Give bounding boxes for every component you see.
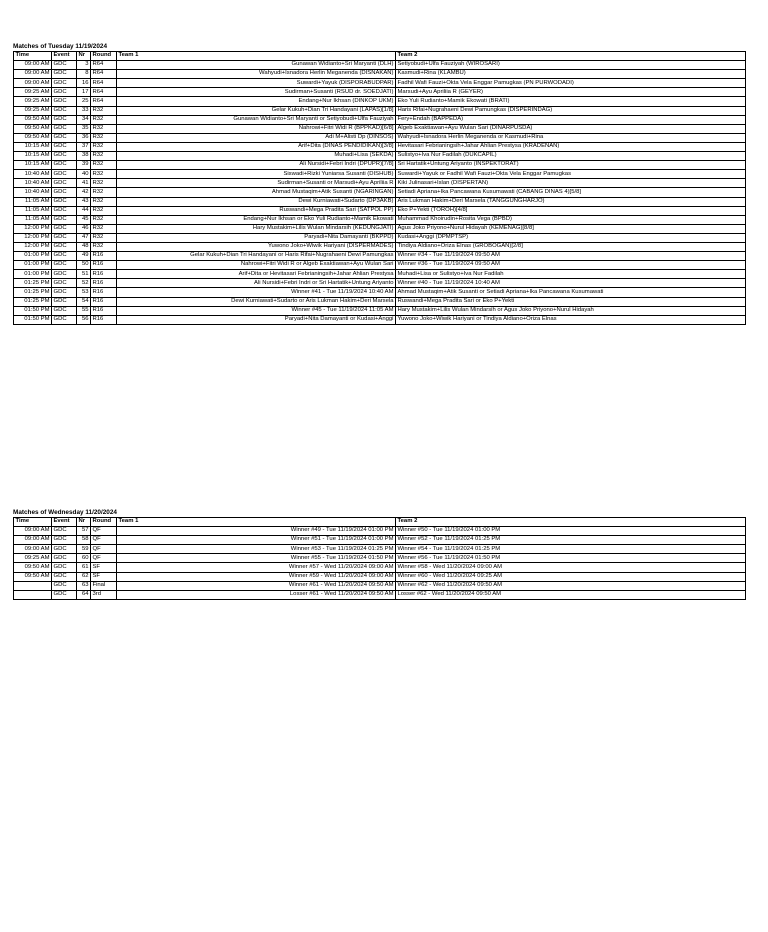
cell-team2: Fadhil Wafi Fauzi+Okta Vela Enggar Pamugkas (PN PURWODADI) bbox=[396, 79, 746, 88]
table-body bbox=[14, 61, 746, 325]
cell-time: 09:25 AM bbox=[14, 97, 52, 106]
table-row bbox=[14, 197, 746, 206]
cell-time: 01:25 PM bbox=[14, 279, 52, 288]
wednesday-section bbox=[13, 508, 748, 600]
cell-nr: 64 bbox=[77, 590, 91, 599]
cell-time: 01:00 PM bbox=[14, 252, 52, 261]
cell-round: R32 bbox=[91, 170, 117, 179]
cell-event: GDC bbox=[52, 115, 77, 124]
cell-round: R32 bbox=[91, 188, 117, 197]
cell-nr: 16 bbox=[77, 79, 91, 88]
cell-round: R16 bbox=[91, 252, 117, 261]
cell-event: GDC bbox=[52, 270, 77, 279]
cell-event: GDC bbox=[52, 224, 77, 233]
cell-nr: 33 bbox=[77, 106, 91, 115]
cell-team2: Hevitasari Febrianingsih+Jahar Ahlian Prestysa (KRADENAN) bbox=[396, 142, 746, 151]
table-row bbox=[14, 188, 746, 197]
cell-round: R64 bbox=[91, 70, 117, 79]
cell-team1: Yuwono Joko+Wiwik Hariyani (DISPERMADES) bbox=[117, 242, 396, 251]
cell-nr: 43 bbox=[77, 197, 91, 206]
cell-time: 09:00 AM bbox=[14, 70, 52, 79]
cell-team1: Winner #53 - Tue 11/19/2024 01:25 PM bbox=[117, 545, 396, 554]
matches-table-wednesday bbox=[13, 517, 746, 600]
cell-round: R32 bbox=[91, 215, 117, 224]
cell-nr: 25 bbox=[77, 97, 91, 106]
cell-team2: Aris Lukman Hakim+Deri Marsela (TANGGUNGHARJO) bbox=[396, 197, 746, 206]
cell-team2: Agus Joko Priyono+Nurul Hidayah (KEMENAG)[8/8] bbox=[396, 224, 746, 233]
cell-nr: 56 bbox=[77, 315, 91, 324]
cell-nr: 42 bbox=[77, 188, 91, 197]
header-event: Event bbox=[52, 52, 77, 61]
cell-event: GDC bbox=[52, 536, 77, 545]
cell-round: R32 bbox=[91, 142, 117, 151]
cell-round: R32 bbox=[91, 206, 117, 215]
section-title: Matches of Tuesday 11/19/2024 bbox=[13, 43, 108, 50]
cell-round: QF bbox=[91, 545, 117, 554]
header-team1: Team 1 bbox=[117, 518, 396, 527]
table-row bbox=[14, 527, 746, 536]
cell-time: 01:00 PM bbox=[14, 261, 52, 270]
cell-time: 09:50 AM bbox=[14, 572, 52, 581]
cell-round: R16 bbox=[91, 288, 117, 297]
cell-time bbox=[14, 590, 52, 599]
cell-round: R32 bbox=[91, 233, 117, 242]
cell-time: 10:15 AM bbox=[14, 161, 52, 170]
header-row bbox=[14, 52, 746, 61]
table-row bbox=[14, 288, 746, 297]
cell-time: 09:00 AM bbox=[14, 536, 52, 545]
cell-time: 01:00 PM bbox=[14, 270, 52, 279]
cell-nr: 52 bbox=[77, 279, 91, 288]
cell-team2: Haris Rifai+Nugrahaeni Dewi Pamungkas (DISPERINDAG) bbox=[396, 106, 746, 115]
cell-time: 09:50 AM bbox=[14, 124, 52, 133]
cell-round: R32 bbox=[91, 224, 117, 233]
cell-team1: Arif+Dita or Hevitasari Febrianingsih+Jahar Ahlian Prestysa bbox=[117, 270, 396, 279]
cell-event: GDC bbox=[52, 97, 77, 106]
cell-nr: 51 bbox=[77, 270, 91, 279]
header-time: Time bbox=[14, 518, 52, 527]
header-row bbox=[14, 518, 746, 527]
cell-team1: Winner #59 - Wed 11/20/2024 09:00 AM bbox=[117, 572, 396, 581]
cell-team1: Winner #41 - Tue 11/19/2024 10:40 AM bbox=[117, 288, 396, 297]
cell-round: R32 bbox=[91, 106, 117, 115]
cell-team1: Winner #55 - Tue 11/19/2024 01:50 PM bbox=[117, 554, 396, 563]
cell-round: R64 bbox=[91, 88, 117, 97]
cell-time: 09:50 AM bbox=[14, 115, 52, 124]
cell-round: R64 bbox=[91, 79, 117, 88]
cell-event: GDC bbox=[52, 297, 77, 306]
cell-nr: 55 bbox=[77, 306, 91, 315]
cell-event: GDC bbox=[52, 106, 77, 115]
cell-event: GDC bbox=[52, 61, 77, 70]
cell-event: GDC bbox=[52, 252, 77, 261]
tuesday-section bbox=[13, 42, 748, 325]
cell-team1: Hary Mustakim+Lilis Wulan Mindarsih (KEDUNGJATI) bbox=[117, 224, 396, 233]
cell-team1: Gunawan Widianto+Sri Maryanti (DLH) bbox=[117, 61, 396, 70]
cell-team2: Setiyobudi+Ulfa Fauziyah (WIROSARI) bbox=[396, 61, 746, 70]
cell-team2: Muhammad Khoirudin+Rosita Vega (BPBD) bbox=[396, 215, 746, 224]
table-row bbox=[14, 297, 746, 306]
cell-team2: Hary Mustakim+Lilis Wulan Mindarsih or Agus Joko Priyono+Nurul Hidayah bbox=[396, 306, 746, 315]
cell-event: GDC bbox=[52, 188, 77, 197]
cell-event: GDC bbox=[52, 527, 77, 536]
cell-team1: Dewi Kurniawati+Sudarto or Aris Lukman Hakim+Deri Marsela bbox=[117, 297, 396, 306]
table-row bbox=[14, 279, 746, 288]
cell-time: 11:05 AM bbox=[14, 206, 52, 215]
cell-event: GDC bbox=[52, 215, 77, 224]
cell-nr: 60 bbox=[77, 554, 91, 563]
section-title: Matches of Wednesday 11/20/2024 bbox=[13, 509, 117, 516]
cell-nr: 57 bbox=[77, 527, 91, 536]
cell-time: 12:00 PM bbox=[14, 233, 52, 242]
cell-team2: Winner #54 - Tue 11/19/2024 01:25 PM bbox=[396, 545, 746, 554]
cell-team2: Suwardi+Yayuk or Fadhil Wafi Fauzi+Okta Vela Enggar Pamugkas bbox=[396, 170, 746, 179]
cell-event: GDC bbox=[52, 288, 77, 297]
table-row bbox=[14, 61, 746, 70]
cell-round: R16 bbox=[91, 306, 117, 315]
cell-nr: 41 bbox=[77, 179, 91, 188]
cell-nr: 36 bbox=[77, 133, 91, 142]
cell-time: 10:40 AM bbox=[14, 188, 52, 197]
table-row bbox=[14, 152, 746, 161]
cell-team2: Eko P+Yekti (TOROH)[4/8] bbox=[396, 206, 746, 215]
table-row bbox=[14, 215, 746, 224]
cell-team1: Ali Nursidi+Febri Indri or Sri Hartatik+Untung Ariyanto bbox=[117, 279, 396, 288]
cell-team1: Winner #51 - Tue 11/19/2024 01:00 PM bbox=[117, 536, 396, 545]
cell-time: 09:50 AM bbox=[14, 563, 52, 572]
cell-team1: Paryadi+Nita Damayanti (BKPPD) bbox=[117, 233, 396, 242]
cell-team2: Kiki Julinasari+Islan (DISPERTAN) bbox=[396, 179, 746, 188]
cell-round: R32 bbox=[91, 161, 117, 170]
cell-team1: Winner #61 - Wed 11/20/2024 09:50 AM bbox=[117, 581, 396, 590]
cell-round: R32 bbox=[91, 115, 117, 124]
cell-team2: Sulistyo+Iva Nur Fadilah (DUKCAPIL) bbox=[396, 152, 746, 161]
cell-time: 12:00 PM bbox=[14, 224, 52, 233]
cell-event: GDC bbox=[52, 306, 77, 315]
cell-team1: Paryadi+Nita Damayanti or Kudasi+Anggi bbox=[117, 315, 396, 324]
cell-round: R64 bbox=[91, 61, 117, 70]
cell-team2: Ahmad Mustaqim+Atik Susanti or Setiadi Apriana+Ika Pancawana Kusumawati bbox=[396, 288, 746, 297]
cell-team1: Winner #57 - Wed 11/20/2024 09:00 AM bbox=[117, 563, 396, 572]
cell-team2: Marsudi+Ayu Apriliia R (GEYER) bbox=[396, 88, 746, 97]
table-row bbox=[14, 536, 746, 545]
table-row bbox=[14, 161, 746, 170]
cell-team2: Winner #50 - Tue 11/19/2024 01:00 PM bbox=[396, 527, 746, 536]
cell-event: GDC bbox=[52, 170, 77, 179]
cell-time: 01:50 PM bbox=[14, 306, 52, 315]
table-row bbox=[14, 224, 746, 233]
cell-nr: 8 bbox=[77, 70, 91, 79]
header-nr: Nr bbox=[77, 52, 91, 61]
cell-event: GDC bbox=[52, 233, 77, 242]
cell-round: R32 bbox=[91, 179, 117, 188]
table-row bbox=[14, 572, 746, 581]
cell-team2: Winner #40 - Tue 11/19/2024 10:40 AM bbox=[396, 279, 746, 288]
cell-round: R16 bbox=[91, 297, 117, 306]
cell-round: R16 bbox=[91, 261, 117, 270]
header-round: Round bbox=[91, 518, 117, 527]
cell-team1: Endang+Nur Ikhsan or Eko Yuli Rudianto+Mamik Ekowati bbox=[117, 215, 396, 224]
table-row bbox=[14, 563, 746, 572]
table-row bbox=[14, 315, 746, 324]
cell-time: 01:50 PM bbox=[14, 315, 52, 324]
cell-event: GDC bbox=[52, 142, 77, 151]
table-row bbox=[14, 306, 746, 315]
table-row bbox=[14, 270, 746, 279]
cell-time bbox=[14, 581, 52, 590]
cell-team2: Kasmudi+Rina (KLAMBU) bbox=[396, 70, 746, 79]
table-row bbox=[14, 554, 746, 563]
cell-team2: Fery+Endah (BAPPEDA) bbox=[396, 115, 746, 124]
cell-team2: Losser #62 - Wed 11/20/2024 09:50 AM bbox=[396, 590, 746, 599]
cell-team1: Winner #49 - Tue 11/19/2024 01:00 PM bbox=[117, 527, 396, 536]
cell-round: R32 bbox=[91, 197, 117, 206]
matches-table-tuesday bbox=[13, 51, 746, 325]
cell-time: 09:00 AM bbox=[14, 79, 52, 88]
cell-round: R16 bbox=[91, 315, 117, 324]
table-row bbox=[14, 106, 746, 115]
cell-round: SF bbox=[91, 563, 117, 572]
table-row bbox=[14, 88, 746, 97]
cell-team1: Wahyudi+Isnadora Herlin Meganenda (DISNAKAN) bbox=[117, 70, 396, 79]
cell-round: SF bbox=[91, 572, 117, 581]
cell-team2: Muhadi+Lisa or Sulistyo+Iva Nur Fadilah bbox=[396, 270, 746, 279]
header-round: Round bbox=[91, 52, 117, 61]
cell-nr: 46 bbox=[77, 224, 91, 233]
cell-nr: 50 bbox=[77, 261, 91, 270]
cell-time: 09:00 AM bbox=[14, 527, 52, 536]
cell-time: 11:05 AM bbox=[14, 215, 52, 224]
cell-round: R32 bbox=[91, 133, 117, 142]
cell-event: GDC bbox=[52, 79, 77, 88]
cell-team1: Losser #61 - Wed 11/20/2024 09:50 AM bbox=[117, 590, 396, 599]
cell-round: R32 bbox=[91, 242, 117, 251]
cell-team1: Gelar Kukuh+Dian Tri Handayani or Haris Rifai+Nugrahaeni Dewi Pamungkas bbox=[117, 252, 396, 261]
table-row bbox=[14, 233, 746, 242]
cell-team2: Wahyudi+Isnadora Herlin Meganenda or Kasmudi+Rina bbox=[396, 133, 746, 142]
table-row bbox=[14, 179, 746, 188]
cell-nr: 62 bbox=[77, 572, 91, 581]
cell-team2: Yuwono Joko+Wiwik Hariyani or Tindiya Aldiano+Oriza Elnas bbox=[396, 315, 746, 324]
cell-nr: 37 bbox=[77, 142, 91, 151]
cell-time: 11:05 AM bbox=[14, 197, 52, 206]
cell-time: 01:25 PM bbox=[14, 288, 52, 297]
cell-team1: Ahmad Mustaqim+Atik Susanti (NGARINGAN) bbox=[117, 188, 396, 197]
cell-nr: 53 bbox=[77, 288, 91, 297]
cell-time: 09:00 AM bbox=[14, 545, 52, 554]
cell-round: R32 bbox=[91, 124, 117, 133]
cell-team2: Winner #56 - Tue 11/19/2024 01:50 PM bbox=[396, 554, 746, 563]
cell-team1: Endang+Nur Ikhsan (DINKOP UKM) bbox=[117, 97, 396, 106]
cell-event: GDC bbox=[52, 590, 77, 599]
cell-time: 10:15 AM bbox=[14, 142, 52, 151]
cell-time: 12:00 PM bbox=[14, 242, 52, 251]
cell-event: GDC bbox=[52, 133, 77, 142]
table-row bbox=[14, 242, 746, 251]
table-row bbox=[14, 115, 746, 124]
cell-round: QF bbox=[91, 527, 117, 536]
cell-round: R32 bbox=[91, 152, 117, 161]
cell-team2: Kudasi+Anggi (DPMPTSP) bbox=[396, 233, 746, 242]
cell-team1: Nahrowi+Fitri Widi R or Algeb Exaktiawan+Ayu Wulan Sari bbox=[117, 261, 396, 270]
cell-nr: 63 bbox=[77, 581, 91, 590]
cell-nr: 34 bbox=[77, 115, 91, 124]
cell-event: GDC bbox=[52, 581, 77, 590]
table-row bbox=[14, 79, 746, 88]
cell-team2: Eko Yuli Rudianto+Mamik Ekowati (BRATI) bbox=[396, 97, 746, 106]
cell-team1: Gelar Kukuh+Dian Tri Handayani (LAPAS)[1/8] bbox=[117, 106, 396, 115]
cell-event: GDC bbox=[52, 315, 77, 324]
cell-round: R16 bbox=[91, 270, 117, 279]
cell-time: 09:25 AM bbox=[14, 106, 52, 115]
cell-nr: 38 bbox=[77, 152, 91, 161]
cell-round: Final bbox=[91, 581, 117, 590]
cell-time: 09:50 AM bbox=[14, 133, 52, 142]
cell-nr: 59 bbox=[77, 545, 91, 554]
cell-team2: Winner #62 - Wed 11/20/2024 09:50 AM bbox=[396, 581, 746, 590]
cell-nr: 49 bbox=[77, 252, 91, 261]
table-row bbox=[14, 252, 746, 261]
cell-time: 01:25 PM bbox=[14, 297, 52, 306]
cell-team1: Suwardi+Yayuk (DISPORABUDPAR) bbox=[117, 79, 396, 88]
cell-round: 3rd bbox=[91, 590, 117, 599]
table-row bbox=[14, 590, 746, 599]
cell-nr: 44 bbox=[77, 206, 91, 215]
cell-team1: Siswadi+Rizki Yuniarsa Susanti (DISHUB) bbox=[117, 170, 396, 179]
cell-team1: Nahrowi+Fitri Widi R (BPPKAD)[6/8] bbox=[117, 124, 396, 133]
cell-round: R64 bbox=[91, 97, 117, 106]
table-row bbox=[14, 261, 746, 270]
table-row bbox=[14, 170, 746, 179]
header-team1: Team 1 bbox=[117, 52, 396, 61]
cell-time: 09:25 AM bbox=[14, 554, 52, 563]
cell-team1: Sudirman+Susanti (RSUD dr. SOEDJATI) bbox=[117, 88, 396, 97]
cell-team1: Sudirman+Susanti or Marsudi+Ayu Apriliia R bbox=[117, 179, 396, 188]
cell-team2: Winner #34 - Tue 11/19/2024 09:50 AM bbox=[396, 252, 746, 261]
cell-team1: Gunawan Widianto+Sri Maryanti or Setiyobudi+Ulfa Fauziyah bbox=[117, 115, 396, 124]
cell-team2: Winner #36 - Tue 11/19/2024 09:50 AM bbox=[396, 261, 746, 270]
cell-nr: 39 bbox=[77, 161, 91, 170]
cell-team2: Setiadi Apriana+Ika Pancawana Kusumawati (CABANG DINAS 4)[5/8] bbox=[396, 188, 746, 197]
cell-event: GDC bbox=[52, 197, 77, 206]
table-row bbox=[14, 97, 746, 106]
cell-event: GDC bbox=[52, 206, 77, 215]
cell-team2: Sri Hartatik+Untung Ariyanto (INSPEKTORAT) bbox=[396, 161, 746, 170]
cell-team1: Ali Nursidi+Febri Indri (DPUPR)[7/8] bbox=[117, 161, 396, 170]
cell-event: GDC bbox=[52, 161, 77, 170]
table-row bbox=[14, 206, 746, 215]
cell-nr: 40 bbox=[77, 170, 91, 179]
cell-team1: Muhadi+Lisa (SEKDA) bbox=[117, 152, 396, 161]
cell-team1: Adi M+Alisti Dp (DINSOS) bbox=[117, 133, 396, 142]
cell-team1: Ruswandi+Mega Pradita Sari (SATPOL PP) bbox=[117, 206, 396, 215]
cell-nr: 58 bbox=[77, 536, 91, 545]
header-time: Time bbox=[14, 52, 52, 61]
table-row bbox=[14, 70, 746, 79]
table-row bbox=[14, 142, 746, 151]
header-nr: Nr bbox=[77, 518, 91, 527]
cell-nr: 35 bbox=[77, 124, 91, 133]
header-team2: Team 2 bbox=[396, 518, 746, 527]
cell-time: 10:40 AM bbox=[14, 170, 52, 179]
cell-event: GDC bbox=[52, 545, 77, 554]
cell-time: 10:40 AM bbox=[14, 179, 52, 188]
table-row bbox=[14, 124, 746, 133]
cell-time: 09:00 AM bbox=[14, 61, 52, 70]
cell-event: GDC bbox=[52, 261, 77, 270]
cell-nr: 47 bbox=[77, 233, 91, 242]
cell-event: GDC bbox=[52, 572, 77, 581]
cell-event: GDC bbox=[52, 124, 77, 133]
cell-round: QF bbox=[91, 554, 117, 563]
table-row bbox=[14, 581, 746, 590]
cell-nr: 48 bbox=[77, 242, 91, 251]
cell-round: R16 bbox=[91, 279, 117, 288]
cell-nr: 45 bbox=[77, 215, 91, 224]
cell-event: GDC bbox=[52, 279, 77, 288]
cell-round: QF bbox=[91, 536, 117, 545]
cell-team2: Algeb Exaktiawan+Ayu Wulan Sari (DINARPUSDA) bbox=[396, 124, 746, 133]
cell-team2: Winner #60 - Wed 11/20/2024 09:25 AM bbox=[396, 572, 746, 581]
cell-nr: 17 bbox=[77, 88, 91, 97]
table-row bbox=[14, 545, 746, 554]
cell-event: GDC bbox=[52, 152, 77, 161]
table-row bbox=[14, 133, 746, 142]
cell-nr: 61 bbox=[77, 563, 91, 572]
header-team2: Team 2 bbox=[396, 52, 746, 61]
cell-team2: Ruswandi+Mega Pradita Sari or Eko P+Yekti bbox=[396, 297, 746, 306]
cell-team2: Winner #58 - Wed 11/20/2024 09:00 AM bbox=[396, 563, 746, 572]
cell-nr: 3 bbox=[77, 61, 91, 70]
cell-event: GDC bbox=[52, 88, 77, 97]
cell-event: GDC bbox=[52, 179, 77, 188]
cell-time: 10:15 AM bbox=[14, 152, 52, 161]
cell-event: GDC bbox=[52, 563, 77, 572]
table-body bbox=[14, 527, 746, 600]
cell-event: GDC bbox=[52, 242, 77, 251]
cell-event: GDC bbox=[52, 70, 77, 79]
cell-team1: Arif+Dita (DINAS PENDIDIKAN)[3/8] bbox=[117, 142, 396, 151]
cell-event: GDC bbox=[52, 554, 77, 563]
cell-time: 09:25 AM bbox=[14, 88, 52, 97]
cell-team1: Dewi Kurniawati+Sudarto (DP3AKB) bbox=[117, 197, 396, 206]
header-event: Event bbox=[52, 518, 77, 527]
cell-nr: 54 bbox=[77, 297, 91, 306]
cell-team2: Winner #52 - Tue 11/19/2024 01:25 PM bbox=[396, 536, 746, 545]
cell-team2: Tindiya Aldiano+Oriza Elnas (GROBOGAN)[2/8] bbox=[396, 242, 746, 251]
cell-team1: Winner #45 - Tue 11/19/2024 11:05 AM bbox=[117, 306, 396, 315]
